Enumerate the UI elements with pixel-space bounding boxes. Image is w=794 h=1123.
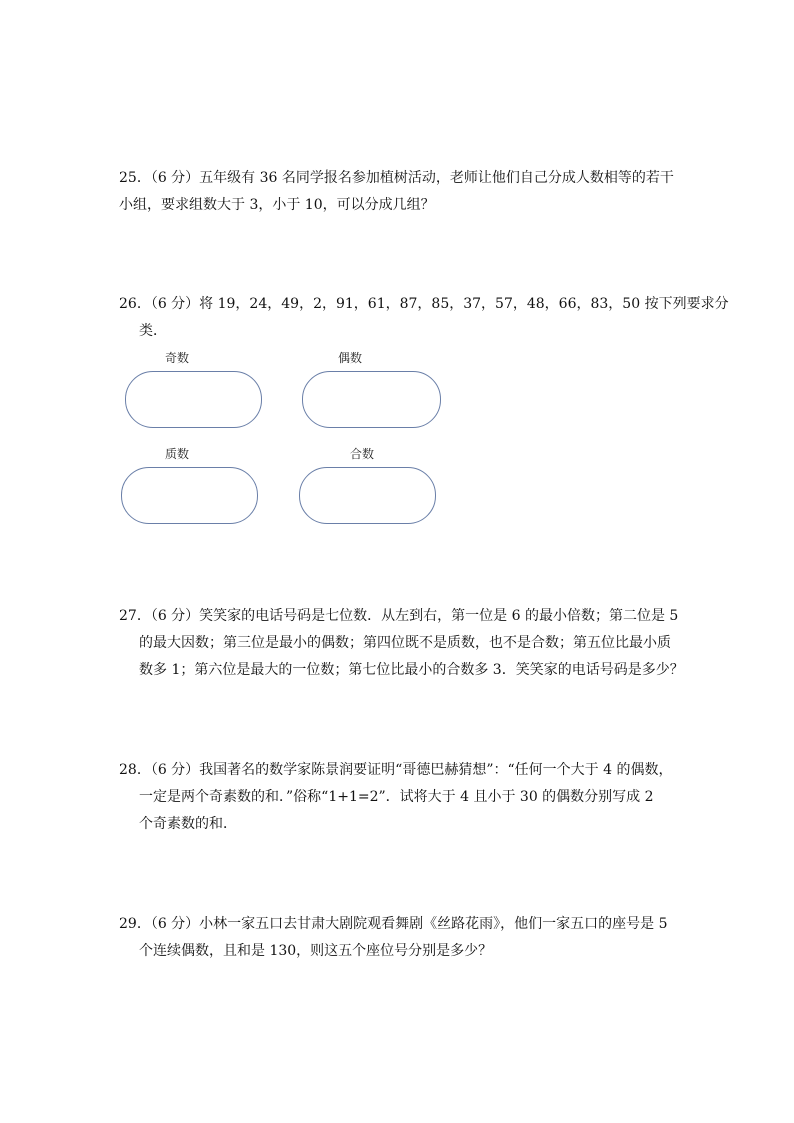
- question-29-line-2: 个连续偶数，且和是 130，则这五个座位号分别是多少？: [139, 943, 493, 959]
- question-28-line-3: 个奇素数的和．: [139, 816, 237, 832]
- question-29: [119, 911, 699, 965]
- question-27-line-2: 的最大因数；第三位是最小的偶数；第四位既不是质数，也不是合数；第五位比最小质: [139, 635, 671, 651]
- question-26-line-2: 类．: [139, 323, 167, 339]
- composite-numbers-box[interactable]: [299, 467, 436, 524]
- question-27-line-3: 数多 1；第六位是最大的一位数；第七位比最小的合数多 3．笑笑家的电话号码是多少？: [139, 662, 684, 678]
- question-26-line-1: 26．（6 分）将 19，24，49，2，91，61，87，85，37，57，48，66，83，50 按下列要求分: [119, 296, 729, 312]
- box-label-even: 偶数: [338, 351, 363, 365]
- question-26: [119, 291, 729, 345]
- question-29-line-1: 29．（6 分）小林一家五口去甘肃大剧院观看舞剧《丝路花雨》，他们一家五口的座号是 5: [119, 916, 668, 932]
- prime-numbers-box[interactable]: [121, 467, 258, 524]
- box-label-composite: 合数: [350, 447, 375, 461]
- even-numbers-box[interactable]: [302, 371, 441, 428]
- question-25: [119, 165, 699, 219]
- question-27-line-1: 27．（6 分）笑笑家的电话号码是七位数．从左到右，第一位是 6 的最小倍数；第二位是 5: [119, 608, 679, 624]
- question-27: [119, 603, 699, 684]
- odd-numbers-box[interactable]: [125, 371, 262, 428]
- question-25-line-1: 25．（6 分）五年级有 36 名同学报名参加植树活动，老师让他们自己分成人数相等的若干: [119, 170, 674, 186]
- question-25-line-2: 小组，要求组数大于 3，小于 10，可以分成几组？: [119, 197, 435, 213]
- question-28-line-2: 一定是两个奇素数的和．”俗称“1+1=2”．试将大于 4 且小于 30 的偶数分别写成 2: [139, 789, 654, 805]
- box-label-odd: 奇数: [165, 351, 190, 365]
- box-label-prime: 质数: [165, 447, 190, 461]
- question-28-line-1: 28．（6 分）我国著名的数学家陈景润要证明“哥德巴赫猜想”：“任何一个大于 4 的偶数，: [119, 762, 673, 778]
- question-28: [119, 757, 699, 838]
